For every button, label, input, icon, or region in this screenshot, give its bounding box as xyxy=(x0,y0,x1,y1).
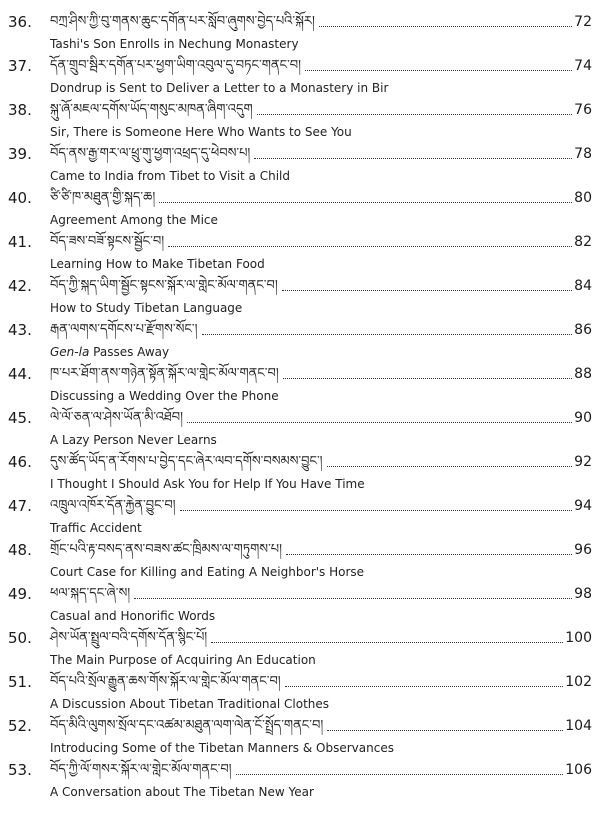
tibetan-title: ཕལ་སྐད་དང་ཞེ་ས། xyxy=(50,586,131,601)
page-number: 100 xyxy=(565,630,592,646)
entry-number: 43. xyxy=(8,321,32,339)
english-title: Tashi's Son Enrolls in Nechung Monastery xyxy=(50,37,299,51)
dot-leader xyxy=(305,70,572,71)
entry-title-line xyxy=(50,716,592,736)
english-title: A Discussion About Tibetan Traditional Clothes xyxy=(50,697,330,711)
english-title: How to Study Tibetan Language xyxy=(50,301,243,315)
toc-entry xyxy=(0,760,600,804)
entry-title-line xyxy=(50,100,592,120)
toc-entry xyxy=(0,628,600,672)
english-title: Dondrup is Sent to Deliver a Letter to a Monastery in Bir xyxy=(50,81,389,95)
page-number: 76 xyxy=(574,102,592,118)
entry-number: 47. xyxy=(8,497,32,515)
dot-leader xyxy=(236,774,564,775)
page-number: 74 xyxy=(574,58,592,74)
entry-number: 36. xyxy=(8,13,32,31)
page-number: 84 xyxy=(574,278,592,294)
toc-entry xyxy=(0,672,600,716)
page-number: 72 xyxy=(574,14,592,30)
toc-entry xyxy=(0,540,600,584)
tibetan-title: བོད་ཀྱི་ལོ་གསར་སྐོར་ལ་གླེང་མོལ་གནང་བ། xyxy=(50,762,232,777)
page-number: 102 xyxy=(565,674,592,690)
entry-number: 41. xyxy=(8,233,32,251)
english-title: A Lazy Person Never Learns xyxy=(50,433,217,447)
page-number: 94 xyxy=(574,498,592,514)
toc-entry xyxy=(0,320,600,364)
tibetan-title: རྒན་ལགས་དགོངས་པ་རྫོགས་སོང་། xyxy=(50,322,198,337)
entry-number: 53. xyxy=(8,761,32,779)
toc-entry xyxy=(0,276,600,320)
entry-title-line xyxy=(50,672,592,692)
entry-title-line xyxy=(50,584,592,604)
english-title: Sir, There is Someone Here Who Wants to See You xyxy=(50,125,352,139)
entry-number: 45. xyxy=(8,409,32,427)
entry-number: 46. xyxy=(8,453,32,471)
english-title: Agreement Among the Mice xyxy=(50,213,218,227)
entry-number: 42. xyxy=(8,277,32,295)
english-title: Court Case for Killing and Eating A Neighbor's Horse xyxy=(50,565,365,579)
dot-leader xyxy=(327,466,573,467)
entry-number: 44. xyxy=(8,365,32,383)
tibetan-title: ལེ་ལོ་ཅན་ལ་ཤེས་ཡོན་མི་འཐོབ། xyxy=(50,410,183,425)
entry-title-line xyxy=(50,276,592,296)
dot-leader xyxy=(327,730,563,731)
page-number: 104 xyxy=(565,718,592,734)
english-title: Learning How to Make Tibetan Food xyxy=(50,257,265,271)
dot-leader xyxy=(202,334,573,335)
english-title: Gen-la Passes Away xyxy=(50,345,170,359)
tibetan-title: ཁ་པར་ཐོག་ནས་གཉེན་སྟོན་སྐོར་ལ་གླེང་མོལ་གནང་བ། xyxy=(50,366,279,381)
entry-title-line xyxy=(50,452,592,472)
tibetan-title: བཀྲ་ཤིས་ཀྱི་བུ་གནས་ཆུང་དགོན་པར་སློབ་ཞུགས་བྱེད་པའི་སྐོར། xyxy=(50,14,315,29)
toc-entry xyxy=(0,232,600,276)
page-number: 96 xyxy=(574,542,592,558)
entry-number: 52. xyxy=(8,717,32,735)
dot-leader xyxy=(254,158,572,159)
dot-leader xyxy=(134,598,572,599)
english-title: Discussing a Wedding Over the Phone xyxy=(50,389,279,403)
entry-title-line xyxy=(50,56,592,76)
tibetan-title: དོན་གྲུབ་སྦིར་དགོན་པར་ཕྱག་ཡིག་འབུལ་དུ་བཏང་གནང་བ། xyxy=(50,58,302,73)
tibetan-title: བོད་མིའི་ལུགས་སྲོལ་དང་འཚམ་མཐུན་ལག་ལེན་ངོ་སྤྲོད་གནང་བ། xyxy=(50,718,324,733)
dot-leader xyxy=(285,686,564,687)
tibetan-title: བོད་པའི་སྲོལ་རྒྱུན་ཆས་གོས་སྐོར་ལ་གླེང་མོལ་གནང་བ། xyxy=(50,674,281,689)
tibetan-title: འཁྲུལ་འཁོར་དོན་རྐྱེན་བྱུང་བ། xyxy=(50,498,176,513)
page-number: 86 xyxy=(574,322,592,338)
tibetan-title: དུས་ཚོད་ཡོད་ན་རོགས་པ་བྱེད་དང་ཞེར་ལབ་དགོས་བསམས་བྱུང་། xyxy=(50,454,323,469)
toc-entry xyxy=(0,364,600,408)
entry-title-line xyxy=(50,540,592,560)
page-number: 90 xyxy=(574,410,592,426)
dot-leader xyxy=(283,378,572,379)
entry-number: 39. xyxy=(8,145,32,163)
toc-entry xyxy=(0,188,600,232)
dot-leader xyxy=(286,554,572,555)
tibetan-title: ཤེས་ཡོན་སྤྲུལ་བའི་དགོས་དོན་སྙིང་པོ། xyxy=(50,630,208,645)
toc-entry xyxy=(0,452,600,496)
page-number: 82 xyxy=(574,234,592,250)
entry-title-line xyxy=(50,496,592,516)
entry-title-line xyxy=(50,760,592,780)
entry-number: 38. xyxy=(8,101,32,119)
english-title: Traffic Accident xyxy=(50,521,142,535)
tibetan-title: ཙི་ཙི་ཁ་མཐུན་གྱི་སྐད་ཆ། xyxy=(50,190,156,205)
toc-entry xyxy=(0,56,600,100)
toc-entry xyxy=(0,716,600,760)
dot-leader xyxy=(159,202,572,203)
dot-leader xyxy=(180,510,573,511)
page-number: 88 xyxy=(574,366,592,382)
toc-entry xyxy=(0,496,600,540)
dot-leader xyxy=(257,114,573,115)
dot-leader xyxy=(168,246,572,247)
entry-title-line xyxy=(50,320,592,340)
entry-number: 40. xyxy=(8,189,32,207)
entry-title-line xyxy=(50,144,592,164)
english-title: I Thought I Should Ask You for Help If You Have Time xyxy=(50,477,365,491)
tibetan-title: སྐུ་ཞོ་མཇལ་དགོས་ཡོད་གསུང་མཁན་ཞིག་འདུག xyxy=(50,102,253,117)
toc-entry xyxy=(0,144,600,188)
dot-leader xyxy=(282,290,572,291)
tibetan-title: བོད་ནས་རྒྱ་གར་ལ་ཕྲུ་གུ་ཕྱག་འཕྲད་དུ་ཕེབས་པ། xyxy=(50,146,251,161)
entry-title-line xyxy=(50,628,592,648)
entry-title-line xyxy=(50,12,592,32)
page-number: 80 xyxy=(574,190,592,206)
page-number: 92 xyxy=(574,454,592,470)
toc-entry xyxy=(0,584,600,628)
english-title: A Conversation about The Tibetan New Year xyxy=(50,785,314,799)
english-title: The Main Purpose of Acquiring An Education xyxy=(50,653,316,667)
dot-leader xyxy=(211,642,563,643)
entry-title-line xyxy=(50,408,592,428)
toc-entry xyxy=(0,408,600,452)
entry-number: 48. xyxy=(8,541,32,559)
page-number: 98 xyxy=(574,586,592,602)
page-number: 78 xyxy=(574,146,592,162)
entry-title-line xyxy=(50,232,592,252)
english-title: Introducing Some of the Tibetan Manners & Observances xyxy=(50,741,394,755)
tibetan-title: བོད་ཟས་བཟོ་སྟངས་སྦྱོང་བ། xyxy=(50,234,165,249)
entry-number: 50. xyxy=(8,629,32,647)
entry-title-line xyxy=(50,364,592,384)
entry-number: 49. xyxy=(8,585,32,603)
tibetan-title: བོད་ཀྱི་སྐད་ཡིག་སྦྱོང་སྟངས་སྐོར་ལ་གླེང་མོལ་གནང་བ། xyxy=(50,278,278,293)
toc-entry xyxy=(0,100,600,144)
toc-entry xyxy=(0,12,600,56)
english-title: Casual and Honorific Words xyxy=(50,609,216,623)
english-title: Came to India from Tibet to Visit a Child xyxy=(50,169,290,183)
dot-leader xyxy=(187,422,572,423)
entry-title-line xyxy=(50,188,592,208)
italic-term: Gen-la xyxy=(50,345,90,359)
tibetan-title: གྲོང་པའི་རྟ་བསད་ནས་བཟས་ཚང་ཁྲིམས་ལ་གཏུགས་པ། xyxy=(50,542,283,557)
dot-leader xyxy=(319,26,572,27)
page-number: 106 xyxy=(565,762,592,778)
entry-number: 51. xyxy=(8,673,32,691)
entry-number: 37. xyxy=(8,57,32,75)
